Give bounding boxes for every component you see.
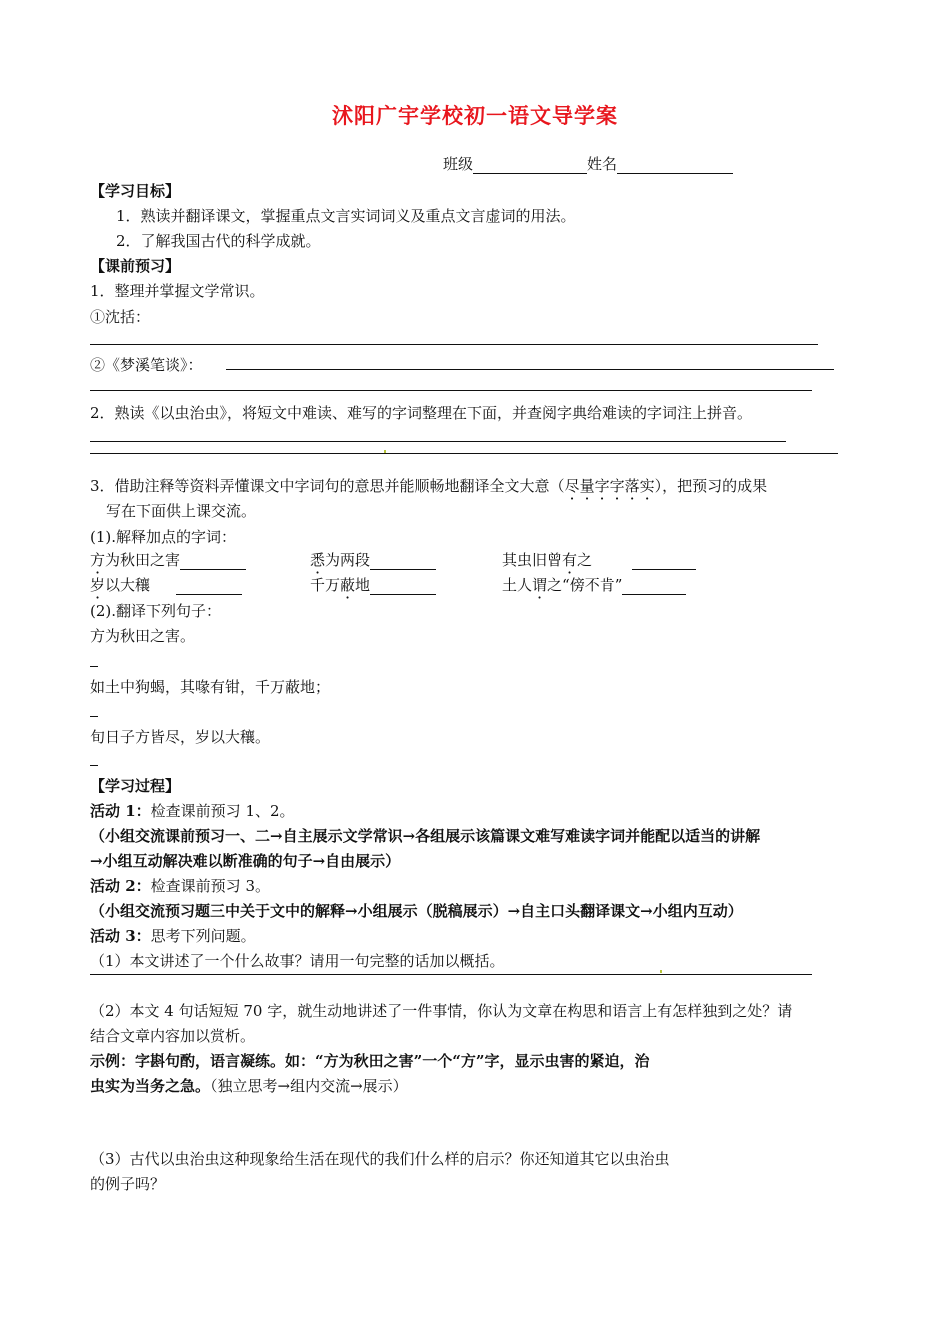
- dotted-char: 尽: [564, 477, 580, 495]
- activity-1-detail: （小组交流课前预习一、二→自主展示文学常识→各组展示该篇课文难写难读字词并能配以适当的讲解: [90, 827, 761, 845]
- dotted-char: 落: [624, 477, 640, 495]
- activity-2: 活动 2：检查课前预习 3。: [90, 877, 270, 895]
- dotted-phrase: [565, 477, 655, 495]
- answer-line[interactable]: [90, 390, 812, 391]
- preview-q1-b: ②《梦溪笔谈》：: [90, 356, 203, 374]
- goal-item: 1．熟读并翻译课文，掌握重点文言实词词义及重点文言虚词的用法。: [116, 207, 576, 225]
- example-cont: 虫实为当务之急。（独立思考→组内交流→展示）: [90, 1077, 408, 1095]
- question-2-cont: 结合文章内容加以赏析。: [90, 1027, 256, 1045]
- answer-mark[interactable]: [90, 666, 98, 667]
- question-3-cont: 的例子吗？: [90, 1175, 166, 1193]
- mark: [660, 970, 662, 973]
- example: 示例：字斟句酌，语言凝练。如：“方为秋田之害”一个“方”字，显示虫害的紧迫，治: [90, 1052, 650, 1070]
- dotted-char: 量: [579, 477, 595, 495]
- name-label: 姓名: [587, 155, 618, 173]
- preview-sub2: (2).翻译下列句子：: [90, 602, 222, 620]
- activity-2-detail: （小组交流预习题三中关于文中的解释→小组展示（脱稿展示）→自主口头翻译课文→小组内互动）: [90, 902, 743, 920]
- dotted-char: 字: [594, 477, 610, 495]
- activity-3: 活动 3：思考下列问题。: [90, 927, 256, 945]
- answer-line[interactable]: [90, 453, 838, 454]
- answer-line[interactable]: [226, 369, 834, 370]
- activity-1: 活动 1：检查课前预习 1、2。: [90, 802, 295, 820]
- answer-mark[interactable]: [90, 765, 98, 766]
- answer-line[interactable]: [90, 441, 786, 442]
- class-label: 班级: [443, 155, 474, 173]
- sentence: 方为秋田之害。: [90, 627, 196, 645]
- dotted-char: 实: [639, 477, 655, 495]
- process-heading: 【学习过程】: [90, 777, 181, 795]
- word-blank[interactable]: [176, 580, 242, 595]
- question-1: （1）本文讲述了一个什么故事？请用一句完整的话加以概括。: [90, 952, 505, 970]
- word-item: 悉为两段: [310, 549, 436, 570]
- preview-sub1: (1).解释加点的字词：: [90, 528, 237, 546]
- answer-line[interactable]: [90, 974, 812, 975]
- preview-q1-a: ①沈括：: [90, 308, 151, 326]
- word-item: 其虫旧曾有之: [502, 549, 696, 570]
- mark: [384, 450, 386, 453]
- question-3: （3）古代以虫治虫这种现象给生活在现代的我们什么样的启示？你还知道其它以虫治虫: [90, 1150, 670, 1168]
- class-name-row: [443, 153, 733, 174]
- sentence: 旬日子方皆尽，岁以大穰。: [90, 728, 271, 746]
- question-2: （2）本文 4 句话短短 70 字，就生动地讲述了一件事情，你认为文章在构思和语言上有怎样独到之处？请: [90, 1002, 793, 1020]
- preview-q1: 1．整理并掌握文学常识。: [90, 282, 265, 300]
- name-blank[interactable]: [617, 159, 733, 174]
- goal-item: 2．了解我国古代的科学成就。: [116, 232, 321, 250]
- word-item: 千万蔽地: [310, 574, 436, 595]
- word-blank[interactable]: [180, 555, 246, 570]
- dotted-char: 字: [609, 477, 625, 495]
- preview-heading: 【课前预习】: [90, 257, 181, 275]
- word-blank[interactable]: [622, 580, 686, 595]
- page-title: 沭阳广宇学校初一语文导学案: [332, 103, 618, 128]
- word-item: 方为秋田之害: [90, 549, 246, 570]
- answer-mark[interactable]: [90, 716, 98, 717]
- word-item: 土人谓之“傍不肯”: [502, 574, 686, 595]
- preview-q3-line2: 写在下面供上课交流。: [106, 502, 257, 520]
- word-blank[interactable]: [370, 580, 436, 595]
- class-blank[interactable]: [473, 159, 587, 174]
- preview-q3-line1: 3．借助注释等资料弄懂课文中字词句的意思并能顺畅地翻译全文大意（尽量字字落实），把预习的成果: [90, 477, 768, 495]
- sentence: 如土中狗蝎，其喙有钳，千万蔽地；: [90, 678, 331, 696]
- goals-heading: 【学习目标】: [90, 182, 181, 200]
- word-blank[interactable]: [370, 555, 436, 570]
- activity-1-detail: →小组互动解决难以断准确的句子→自由展示）: [90, 852, 401, 870]
- answer-line[interactable]: [90, 344, 818, 345]
- word-blank[interactable]: [632, 555, 696, 570]
- preview-q2: 2．熟读《以虫治虫》，将短文中难读、难写的字词整理在下面，并查阅字典给难读的字词注上拼音。: [90, 404, 753, 422]
- word-item: 岁以大穰: [90, 574, 242, 595]
